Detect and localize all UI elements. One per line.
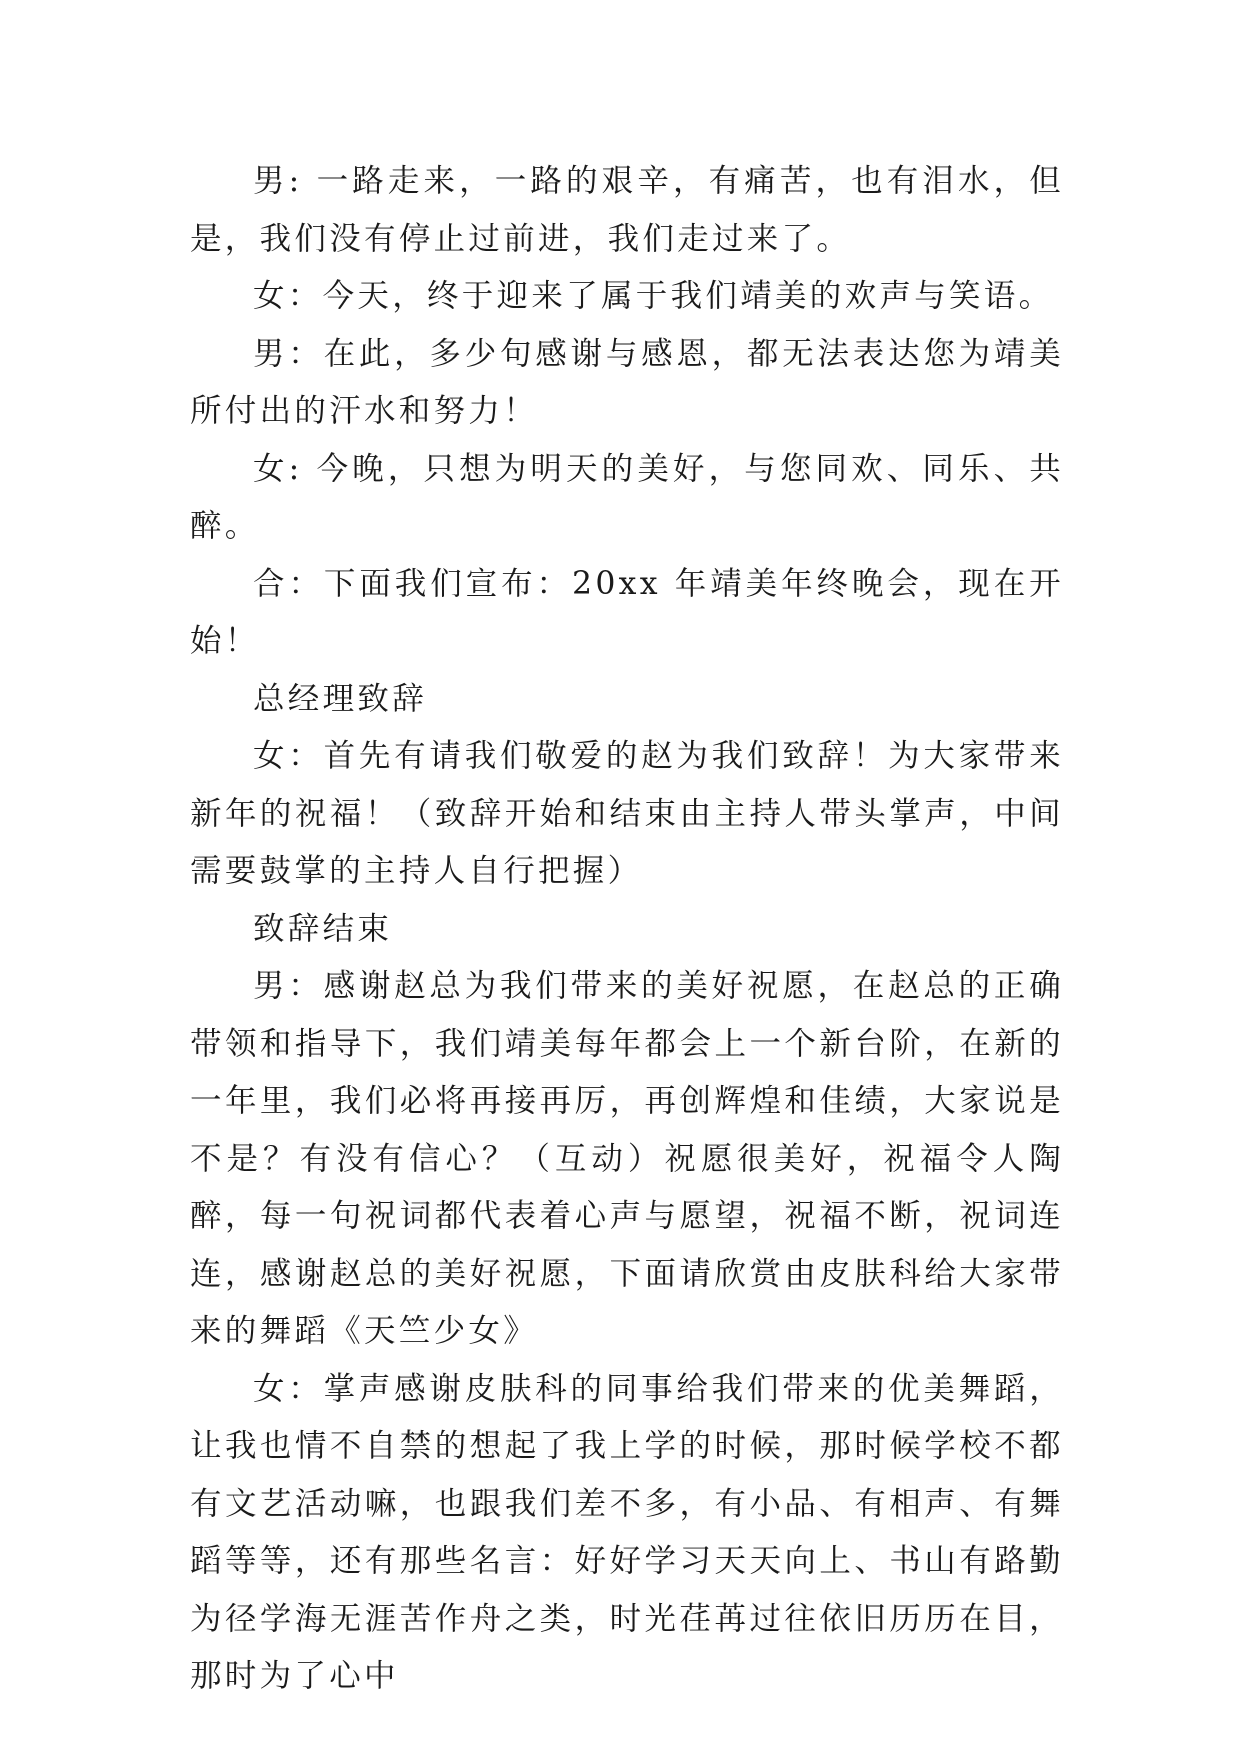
paragraph-female-tonight: 女: 今晚，只想为明天的美好，与您同欢、同乐、共醉。 (190, 450, 1064, 544)
paragraph-male-after-speech: 男：感谢赵总为我们带来的美好祝愿，在赵总的正确带领和指导下，我们靖美每年都会上一个新台阶，在新的一年里，我们必将再接再厉，再创辉煌和佳绩，大家说是不是？有没有信心？（互动）祝愿很美好，祝福令人陶醉，每一句祝词都代表着心声与愿望，祝福不断，祝词连连，感谢赵总的美好祝愿，下面请欣赏由皮肤科给大家带来的舞蹈《天竺少女》 (190, 968, 1064, 1349)
paragraph-male-opening: 男: 一路走来，一路的艰辛，有痛苦，也有泪水，但是，我们没有停止过前进，我们走过来了。 (190, 163, 1064, 257)
paragraph-female-after-dance: 女：掌声感谢皮肤科的同事给我们带来的优美舞蹈，让我也情不自禁的想起了我上学的时候，那时候学校不都有文艺活动嘛，也跟我们差不多，有小品、有相声、有舞蹈等等，还有那些名言：好好学习天天向上、书山有路勤为径学海无涯苦作舟之类，时光荏苒过往依旧历历在目，那时为了心中 (190, 1370, 1064, 1694)
document-body (190, 153, 1064, 1706)
section-heading-speech-end: 致辞结束 (253, 910, 393, 947)
section-heading-gm-speech: 总经理致辞 (253, 680, 428, 717)
paragraph-female-today: 女：今天，终于迎来了属于我们靖美的欢声与笑语。 (253, 278, 1054, 314)
paragraph-female-invite-speech: 女：首先有请我们敬爱的赵为我们致辞！为大家带来新年的祝福！（致辞开始和结束由主持人带头掌声，中间需要鼓掌的主持人自行把握） (190, 738, 1064, 889)
paragraph-male-thanks: 男：在此，多少句感谢与感恩，都无法表达您为靖美所付出的汗水和努力！ (190, 335, 1064, 429)
paragraph-joint-announcement: 合：下面我们宣布：20xx 年靖美年终晚会，现在开始！ (190, 565, 1064, 659)
